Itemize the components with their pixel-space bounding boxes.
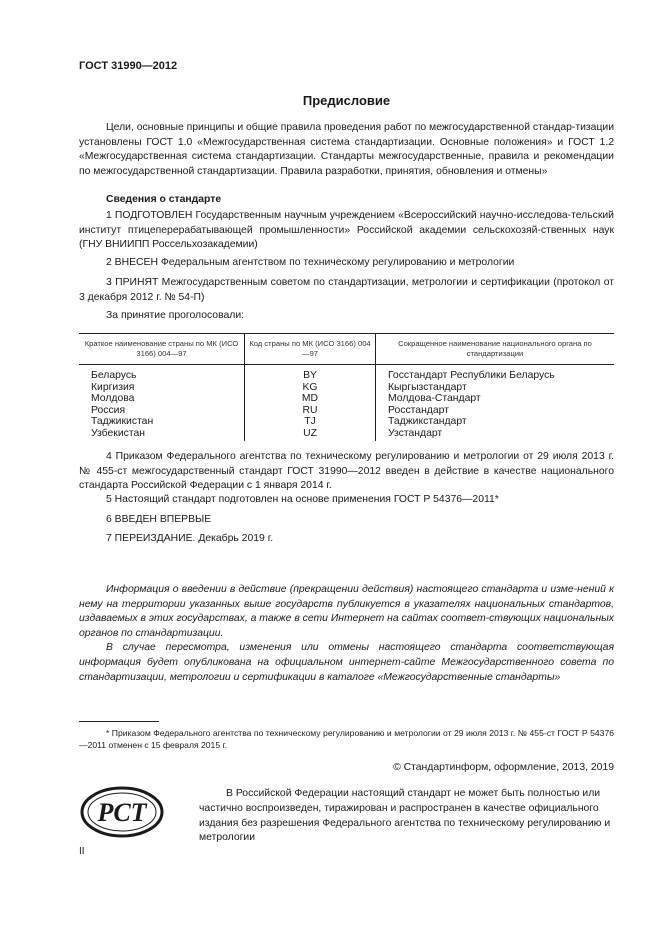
table-row: [79, 365, 614, 382]
info-paragraph: Информация о введении в действие (прекращении действия) настоящего стандарта и изме-нений к нему на территории указанных выше государств публикуется в указателях национальных стандартов, издаваемых в этих государствах, а также в сети Интернет на сайтах соответ-ствующих национальных органов по стандартизации.: [79, 584, 614, 639]
item-5: [79, 493, 614, 508]
copyright: © Стандартинформ, оформление, 2013, 2019: [393, 762, 614, 773]
col-national-body: Сокращенное наименование национального органа по стандартизации: [376, 334, 615, 365]
country-code: TJ: [245, 416, 376, 428]
vote-table: [79, 333, 614, 441]
item-3: [79, 276, 614, 305]
country-code: MD: [245, 393, 376, 405]
page-number: II: [79, 846, 85, 857]
table-row: [79, 416, 614, 428]
table-row: [79, 382, 614, 394]
country-name: Узбекистан: [91, 427, 145, 439]
footnote: * Приказом Федерального агентства по техническому регулированию и метрологии от 29 июля 2013 г. № 455-ст ГОСТ Р 54376—2011 отменен с 15 февраля 2015 г.: [79, 728, 614, 751]
national-body: Госстандарт Республики Беларусь: [376, 365, 615, 382]
page-title: Предисловие: [302, 93, 391, 108]
national-body: Росстандарт: [376, 405, 615, 417]
item-paragraph: 6 ВВЕДЕН ВПЕРВЫЕ: [106, 514, 212, 525]
country-name: Беларусь: [91, 370, 137, 381]
table-header-row: [79, 334, 614, 365]
national-body: Таджикстандарт: [376, 416, 615, 428]
country-code: BY: [245, 365, 376, 382]
national-body: Кыргызстандарт: [376, 382, 615, 394]
intro-paragraph: Цели, основные принципы и общие правила проведения работ по межгосударственной стандар-тизации установлены ГОСТ 1.0 «Межгосударственная система стандартизации. Основные положения» и ГОСТ 1.2 «Межгосударственная система стандартизации. Стандарты межгосударственные, правила и рекомендации по межгосударственной стандартизации. Правила разработки, принятия, обновления и отмены»: [79, 122, 614, 177]
country-code: UZ: [245, 428, 376, 442]
table-row: [79, 405, 614, 417]
item-7: [79, 532, 614, 547]
about-heading: Сведения о стандарте: [106, 194, 222, 205]
table-row: [79, 393, 614, 405]
info-paragraph: В случае пересмотра, изменения или отмены настоящего стандарта соответствующая информация будет опубликована на официальном интернет-сайте Межгосударственного совета по стандартизации, метрологии и сертификации в каталоге «Межгосударственные стандарты»: [79, 642, 614, 683]
item-paragraph: 7 ПЕРЕИЗДАНИЕ. Декабрь 2019 г.: [106, 533, 274, 544]
col-country-code: Код страны по МК (ИСО 3166) 004—97: [245, 334, 376, 365]
item-2: [79, 256, 614, 271]
footnote-divider: [79, 721, 159, 722]
national-body: Молдова-Стандарт: [376, 393, 615, 405]
vote-intro: За принятие проголосовали:: [106, 310, 245, 321]
item-paragraph: 3 ПРИНЯТ Межгосударственным советом по стандартизации, метрологии и сертификации (протокол от 3 декабря 2012 г. № 54-П): [79, 277, 614, 303]
country-name: Таджикистан: [91, 416, 154, 427]
info-section: [79, 583, 614, 685]
item-paragraph: 4 Приказом Федерального агентства по техническому регулированию и метрологии от 29 июля 2013 г. № 455-ст межгосударственный стандарт ГОСТ 31990—2012 введен в действие в качестве национального стандарта Российской Федерации с 1 января 2014 г.: [79, 451, 614, 492]
item-paragraph: 5 Настоящий стандарт подготовлен на основе применения ГОСТ Р 54376—2011*: [106, 494, 499, 505]
country-name: Россия: [91, 404, 126, 416]
rst-logo-icon: [79, 785, 165, 839]
reproduction-notice: В Российской Федерации настоящий стандарт не может быть полностью или частично воспроизведен, тиражирован и распространен в качестве официального издания без разрешения Федерального агентства по техническому регулированию и метрологии: [199, 788, 611, 844]
table-row: [79, 428, 614, 442]
col-country-name: Краткое наименование страны по МК (ИСО 3166) 004—97: [79, 334, 245, 365]
country-code: RU: [245, 405, 376, 417]
national-body: Узстандарт: [376, 428, 615, 442]
item-6: [79, 513, 614, 528]
country-name: Молдова: [91, 393, 135, 404]
logo-lettering: РСТ: [97, 798, 147, 827]
item-4: [79, 450, 614, 494]
intro-section: [79, 121, 614, 179]
item-paragraph: 1 ПОДГОТОВЛЕН Государственным научным учреждением «Всероссийский научно-исследова-тельский институт птицеперерабатывающей промышленности» Российской академии сельскохозяй-ственных наук (ГНУ ВНИИПП Россельхозакадемии): [79, 210, 614, 251]
item-paragraph: 2 ВНЕСЕН Федеральным агентством по техническому регулированию и метрологии: [106, 257, 515, 268]
country-name: Киргизия: [91, 381, 135, 393]
country-code: KG: [245, 382, 376, 394]
item-1: [79, 209, 614, 253]
document-header: ГОСТ 31990—2012: [79, 60, 178, 72]
